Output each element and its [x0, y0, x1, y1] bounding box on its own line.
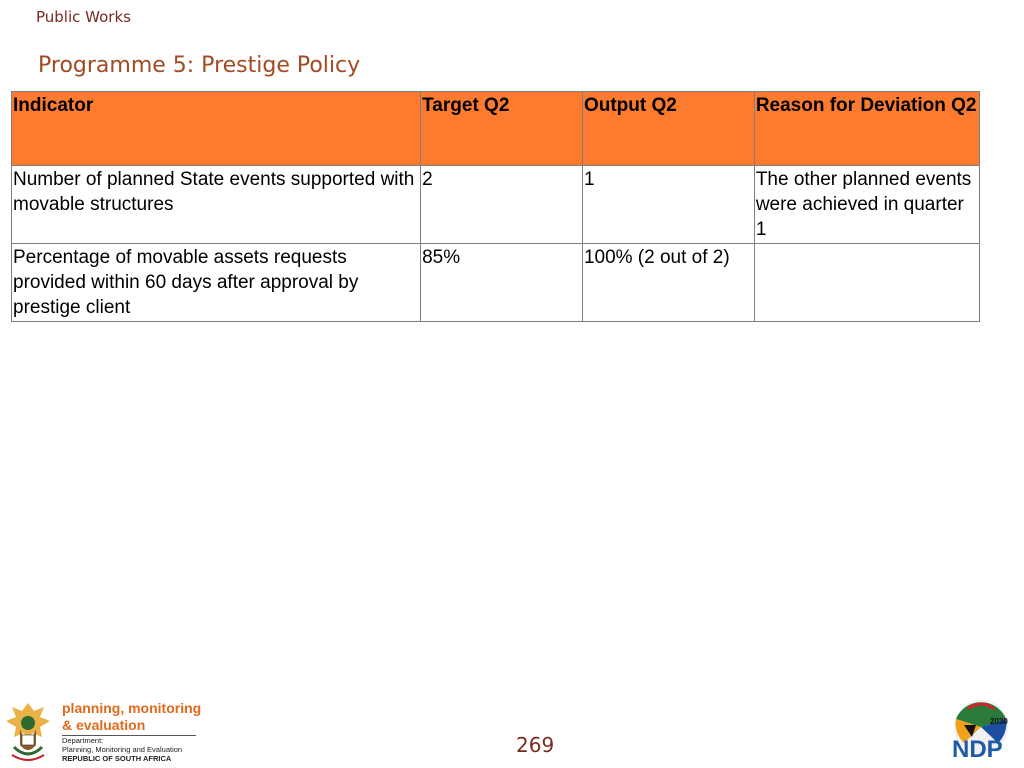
cell-target: 2 [421, 166, 583, 244]
table-row [12, 244, 980, 322]
page-number: 269 [516, 733, 555, 757]
table-row [12, 166, 980, 244]
cell-target: 85% [421, 244, 583, 322]
pme-logo-title: planning, monitoring & evaluation [62, 700, 202, 733]
table-header-row [12, 92, 980, 166]
pme-logo-department: Department: Planning, Monitoring and Evaluation REPUBLIC OF SOUTH AFRICA [62, 736, 183, 763]
cell-output: 1 [582, 166, 754, 244]
ndp-logo-year: 2030 [990, 717, 1008, 726]
cell-indicator: Number of planned State events supported with movable structures [12, 166, 421, 244]
column-header-reason: Reason for Deviation Q2 [754, 92, 979, 166]
cell-indicator: Percentage of movable assets requests provided within 60 days after approval by prestige client [12, 244, 421, 322]
ndp-logo-acronym: NDP [952, 736, 1003, 763]
indicator-table [11, 91, 980, 322]
cell-reason [754, 244, 979, 322]
page-title: Programme 5: Prestige Policy [38, 53, 361, 78]
cell-output: 100% (2 out of 2) [582, 244, 754, 322]
ndp-logo-icon [946, 697, 1016, 763]
coat-of-arms-icon [2, 699, 54, 765]
cell-reason: The other planned events were achieved in quarter 1 [754, 166, 979, 244]
column-header-indicator: Indicator [12, 92, 421, 166]
column-header-target: Target Q2 [421, 92, 583, 166]
section-label: Public Works [36, 8, 131, 26]
column-header-output: Output Q2 [582, 92, 754, 166]
